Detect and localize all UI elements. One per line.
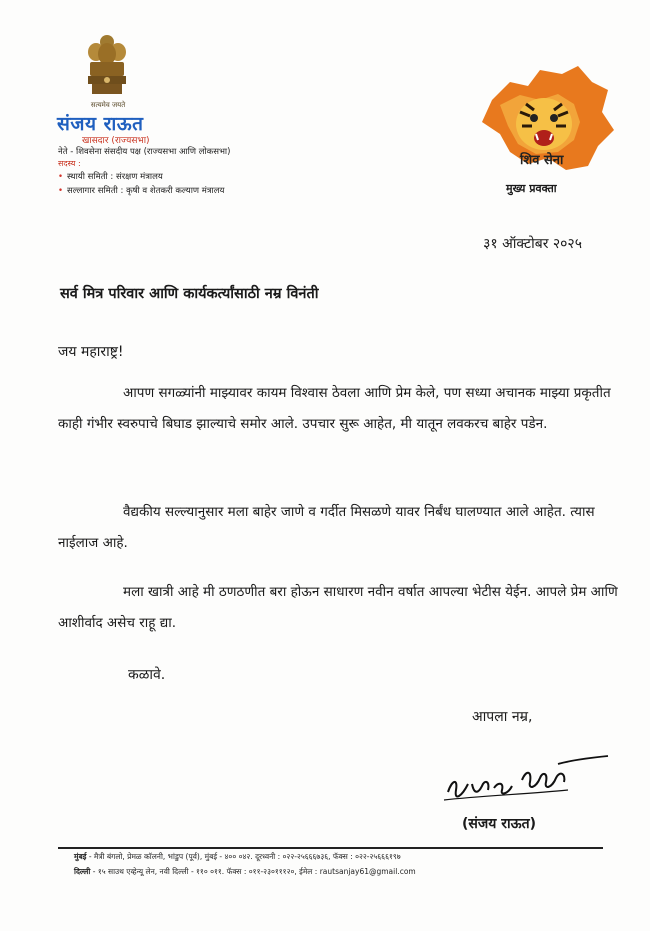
logo-text: शिव सेना — [520, 153, 564, 168]
letter-closing: कळावे. — [128, 667, 166, 683]
national-emblem-icon — [78, 32, 136, 108]
shiv-sena-tiger-logo — [470, 60, 620, 175]
letter-subject: सर्व मित्र परिवार आणि कार्यकर्त्यांसाठी नम्र विनंती — [60, 286, 319, 302]
handwritten-signature — [438, 750, 618, 810]
signatory-name: (संजय राऊत) — [462, 816, 536, 832]
letter-date: ३१ ऑक्टोबर २०२५ — [483, 236, 582, 252]
letter-paragraph — [58, 378, 624, 440]
committee-item — [58, 171, 163, 182]
letter-valediction: आपला नम्र, — [472, 709, 533, 725]
footer-divider — [58, 847, 603, 849]
letter-paragraph — [58, 577, 624, 639]
sender-name: संजय राऊत — [57, 113, 144, 135]
committee-item — [58, 185, 224, 196]
footer-address-text: - १५ साउथ एव्हेन्यू लेन, नवी दिल्ली - ११० ०११. फॅक्स : ०११-२३०१११२०, ईमेल : rautsanjay61@gmail.com — [90, 867, 416, 876]
member-heading: सदस्य : — [58, 159, 81, 168]
sender-designation: खासदार (राज्यसभा) — [82, 136, 150, 146]
bullet-icon: • — [58, 186, 64, 196]
committee-label: सल्लागार समिती : कृषी व शेतकरी कल्याण मंत्रालय — [67, 186, 225, 196]
letter-paragraph — [58, 497, 624, 559]
paragraph-text: मला खात्री आहे मी ठणठणीत बरा होऊन साधारण नवीन वर्षात आपल्या भेटीस येईन. आपले प्रेम आणि आशीर्वाद असेच राहू द्या. — [58, 584, 618, 631]
emblem-motto: सत्यमेव जयते — [90, 101, 126, 109]
committee-label: स्थायी समिती : संरक्षण मंत्रालय — [67, 172, 163, 182]
footer-address-delhi — [74, 867, 416, 877]
letter-greeting: जय महाराष्ट्र! — [58, 344, 124, 360]
footer-address-mumbai — [74, 852, 401, 862]
sender-post: मुख्य प्रवक्ता — [506, 182, 557, 195]
bullet-icon: • — [58, 172, 64, 182]
paragraph-text: आपण सगळ्यांनी माझ्यावर कायम विश्वास ठेवला आणि प्रेम केले, पण सध्या अचानक माझ्या प्रकृतीत काही गंभीर स्वरुपाचे बिघाड झाल्याचे समोर आले. उपचार सुरू आहेत, मी यातून लवकरच बाहेर पडेन. — [58, 385, 611, 432]
footer-address-text: - मैत्री बंगलो, प्रेमळ कॉलनी, भांडुप (पूर्व), मुंबई - ४०० ०४२. दूरध्वनी : ०२२-२५६६६७३६, फॅक्स : ०२२-२५६६६१९७ — [86, 852, 401, 861]
footer-city-label: मुंबई — [74, 852, 87, 861]
footer-city-label: दिल्ली — [74, 867, 91, 876]
paragraph-text: वैद्यकीय सल्ल्यानुसार मला बाहेर जाणे व गर्दीत मिसळणे यावर निर्बंध घालण्यात आले आहेत. त्यास नाईलाज आहे. — [58, 504, 595, 551]
sender-leader-role: नेते - शिवसेना संसदीय पक्ष (राज्यसभा आणि लोकसभा) — [58, 147, 231, 157]
